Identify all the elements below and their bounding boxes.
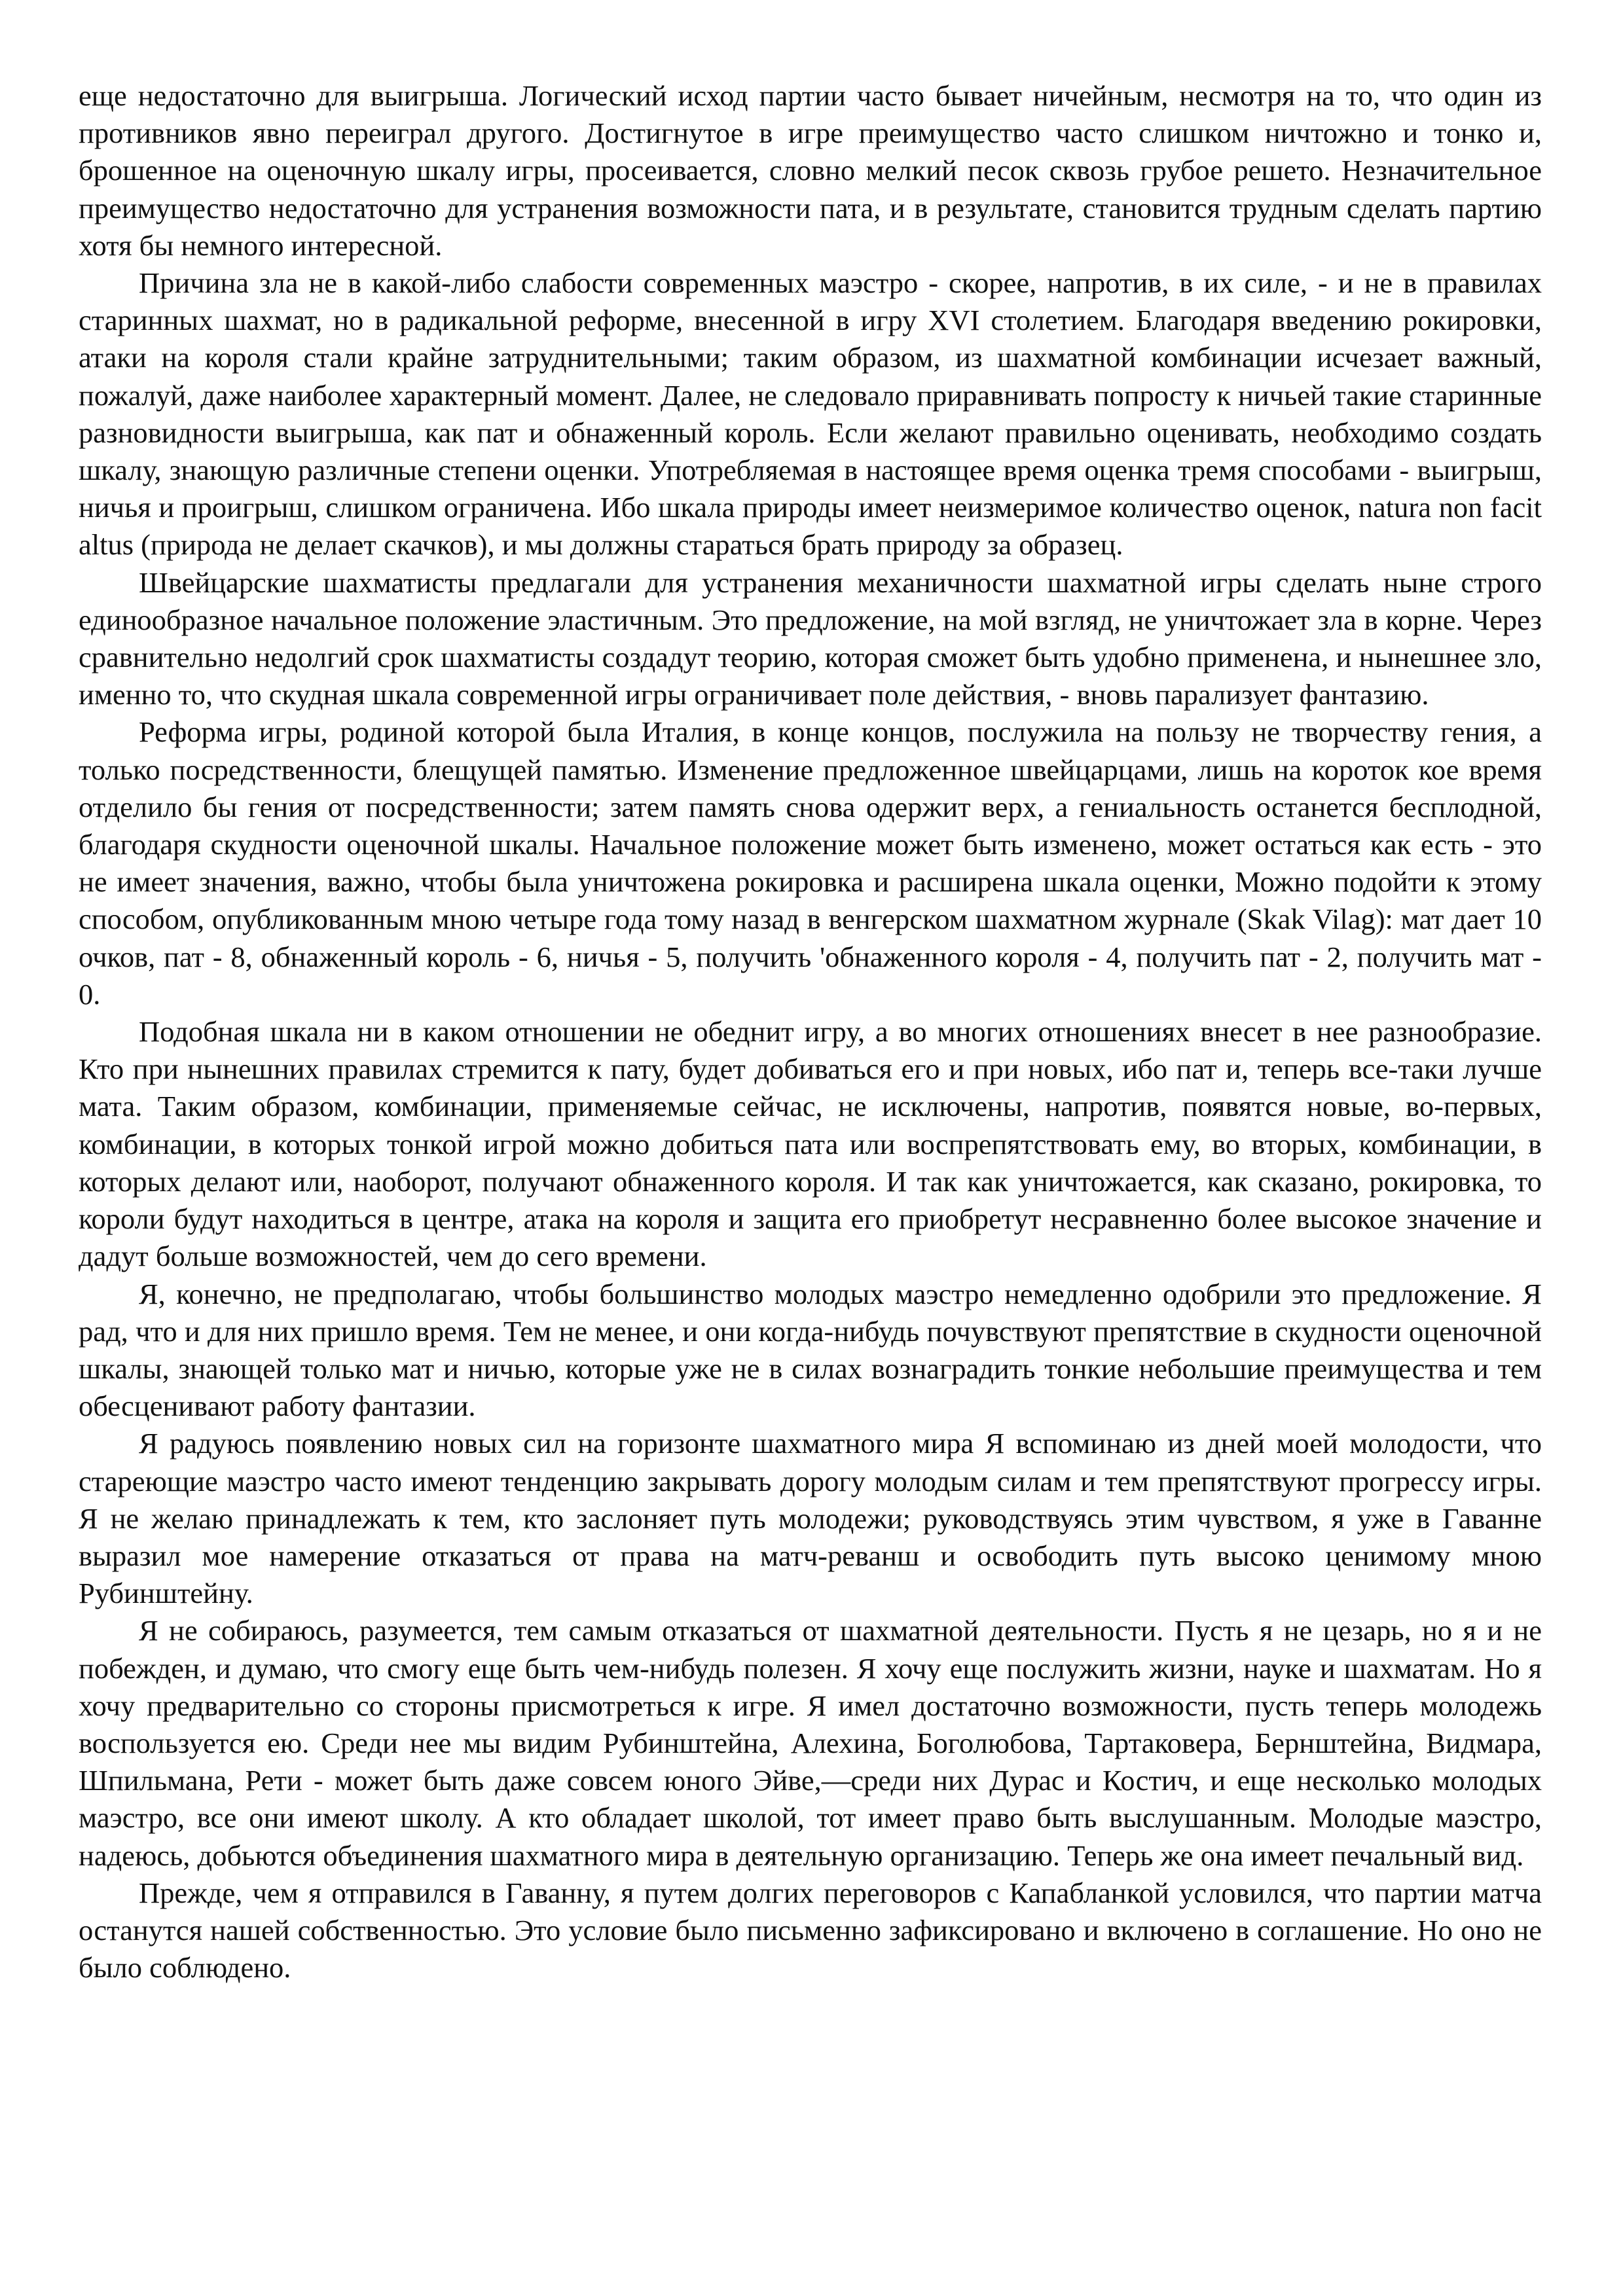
paragraph-4: Реформа игры, родиной которой была Италия, в конце концов, послужила на пользу не творчеству гения, а только посредственности, блещущей памятью. Изменение предложенное швейцарцами, лишь на короток кое время отделило бы гения от посредственности; затем память снова одержит верх, а гениальность останется бесплодной, благодаря скудности оценочной шкалы. Начальное положение может быть изменено, может остаться как есть - это не имеет значения, важно, чтобы была уничтожена рокировка и расширена шкала оценки, Можно подойти к этому способом, опубликованным мною четыре года тому назад в венгерском шахматном журнале (Skak Vilag): мат дает 10 очков, пат - 8, обнаженный король - 6, ничья - 5, получить 'обнаженного короля - 4, получить пат - 2, получить мат - 0. <box>79 715 1542 1011</box>
paragraph-8: Я не собираюсь, разумеется, тем самым отказаться от шахматной деятельности. Пусть я не цезарь, но я и не побежден, и думаю, что смогу еще быть чем-нибудь полезен. Я хочу еще послужить жизни, науке и шахматам. Но я хочу предварительно со стороны присмотреться к игре. Я имел достаточно возможности, пусть теперь молодежь воспользуется ею. Среди нее мы видим Рубинштейна, Алехина, Боголюбова, Тартаковера, Бернштейна, Видмара, Шпильмана, Рети - может быть даже совсем юного Эйве,—среди них Дурас и Костич, и еще несколько молодых маэстро, все они имеют школу. А кто обладает школой, тот имеет право быть выслушанным. Молодые маэстро, надеюсь, добьются объединения шахматного мира в деятельную организацию. Теперь же она имеет печальный вид. <box>79 1614 1542 1872</box>
paragraph-1: еще недостаточно для выигрыша. Логический исход партии часто бывает ничейным, несмотря на то, что один из противников явно переиграл другого. Достигнутое в игре преимущество часто слишком ничтожно и тонко и, брошенное на оценочную шкалу игры, просеивается, словно мелкий песок сквозь грубое решето. Незначительное преимущество недостаточно для устранения возможности пата, и в результате, становится трудным сделать партию хотя бы немного интересной. <box>79 79 1542 262</box>
paragraph-3: Швейцарские шахматисты предлагали для устранения механичности шахматной игры сделать ныне строго единообразное начальное положение эластичным. Это предложение, на мой взгляд, не уничтожает зла в корне. Через сравнительно недолгий срок шахматисты создадут теорию, которая сможет быть удобно применена, и нынешнее зло, именно то, что скудная шкала современной игры ограничивает поле действия, - вновь парализует фантазию. <box>79 565 1542 711</box>
paragraph-2: Причина зла не в какой-либо слабости современных маэстро - скорее, напротив, в их силе, - и не в правилах старинных шахмат, но в радикальной реформе, внесенной в игру XVI столетием. Благодаря введению рокировки, атаки на короля стали крайне затруднительными; таким образом, из шахматной комбинации исчезает важный, пожалуй, даже наиболее характерный момент. Далее, не следовало приравнивать попросту к ничьей такие старинные разновидности выигрыша, как пат и обнаженный король. Если желают правильно оценивать, необходимо создать шкалу, знающую различные степени оценки. Употребляемая в настоящее время оценка тремя способами - выигрыш, ничья и проигрыш, слишком ограничена. Ибо шкала природы имеет неизмеримое количество оценок, natura non facit altus (природа не делает скачков), и мы должны стараться брать природу за образец. <box>79 266 1542 562</box>
paragraph-6: Я, конечно, не предполагаю, чтобы большинство молодых маэстро немедленно одобрили это предложение. Я рад, что и для них пришло время. Тем не менее, и они когда-нибудь почувствуют препятствие в скудности оценочной шкалы, знающей только мат и ничью, которые уже не в силах вознаградить тонкие небольшие преимущества и тем обесценивают работу фантазии. <box>79 1277 1542 1423</box>
paragraph-7: Я радуюсь появлению новых сил на горизонте шахматного мира Я вспоминаю из дней моей молодости, что стареющие маэстро часто имеют тенденцию закрывать дорогу молодым силам и тем препятствуют прогрессу игры. Я не желаю принадлежать к тем, кто заслоняет путь молодежи; руководствуясь этим чувством, я уже в Гаванне выразил мое намерение отказаться от права на матч-реванш и освободить путь высоко ценимому мною Рубинштейну. <box>79 1427 1542 1610</box>
paragraph-5: Подобная шкала ни в каком отношении не обеднит игру, а во многих отношениях внесет в нее разнообразие. Кто при нынешних правилах стремится к пату, будет добиваться его и при новых, ибо пат и, теперь все-таки лучше мата. Таким образом, комбинации, применяемые сейчас, не исключены, напротив, появятся новые, во-первых, комбинации, в которых тонкой игрой можно добиться пата или воспрепятствовать ему, во вторых, комбинации, в которых делают или, наоборот, получают обнаженного короля. И так как уничтожается, как сказано, рокировка, то короли будут находиться в центре, атака на короля и защита его приобретут несравненно более высокое значение и дадут больше возможностей, чем до сего времени. <box>79 1015 1542 1273</box>
document-page <box>79 77 1542 1986</box>
paragraph-9: Прежде, чем я отправился в Гаванну, я путем долгих переговоров с Капабланкой условился, что партии матча останутся нашей собственностью. Это условие было письменно зафиксировано и включено в соглашение. Но оно не было соблюдено. <box>79 1876 1542 1984</box>
